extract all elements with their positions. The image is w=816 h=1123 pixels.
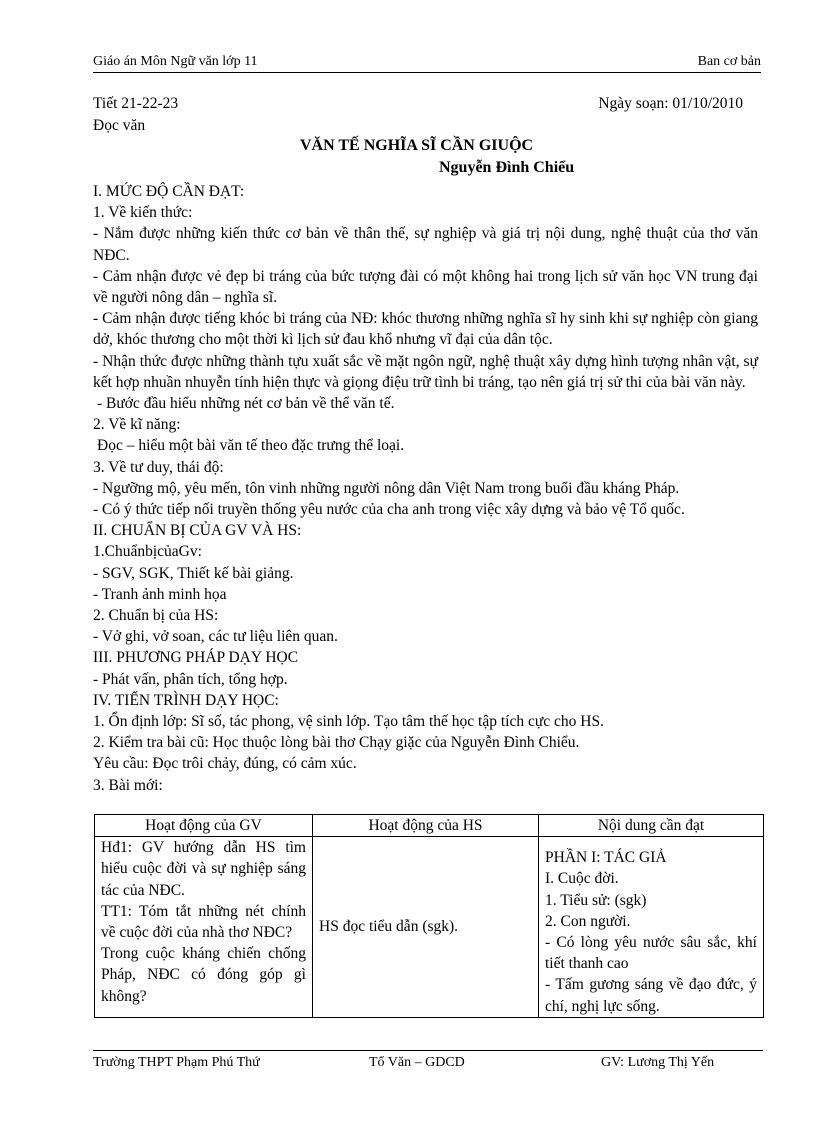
footer-school: Trường THPT Phạm Phú Thứ — [93, 1055, 260, 1070]
section-heading: III. PHƯƠNG PHÁP DẠY HỌC — [93, 649, 299, 667]
lesson-author: Nguyễn Đình Chiểu — [439, 159, 575, 176]
body-paragraph: - SGV, SGK, Thiết kế bài giảng. — [93, 564, 294, 582]
column-header: Hoạt động của GV — [95, 815, 313, 837]
cell-text: Trong cuộc kháng chiến chống Pháp, NĐC có đóng góp gì không? — [101, 945, 306, 1005]
cell-text: - Tấm gương sáng về đạo đức, ý chí, nghị lực sống. — [545, 976, 757, 1015]
body-paragraph: Đọc – hiểu một bài văn tế theo đặc trưng thể loại. — [97, 437, 405, 455]
cell-text: I. Cuộc đời. — [545, 870, 619, 888]
lesson-body — [93, 181, 758, 796]
subsection-heading: 3. Bài mới: — [93, 776, 163, 794]
content-cell — [539, 837, 764, 1018]
header-subject: Giáo án Môn Ngữ văn lớp 11 — [93, 54, 258, 69]
lesson-meta — [93, 95, 743, 113]
footer-department: Tổ Văn – GDCD — [369, 1055, 465, 1070]
table-row — [95, 837, 764, 1018]
column-header: Hoạt động của HS — [313, 815, 539, 837]
body-paragraph: - Nắm được những kiến thức cơ bản về thân thế, sự nghiệp và giá trị nội dung, nghệ thuật của thơ văn NĐC. — [93, 225, 758, 264]
subsection-heading: 2. Về kĩ năng: — [93, 416, 181, 434]
body-paragraph: - Nhận thức được những thành tựu xuất sắc về mặt ngôn ngữ, nghệ thuật xây dựng hình tượng nhân vật, sự kết hợp nhuần nhuyễn tính hiện thực và giọng điệu trữ tình bi tráng, tạo nên giá trị sử thi của bài văn này. — [93, 352, 758, 391]
section-heading: IV. TIẾN TRÌNH DẠY HỌC: — [93, 691, 279, 709]
body-paragraph: - Tranh ảnh minh họa — [93, 585, 227, 603]
category-label: Đọc văn — [93, 117, 146, 134]
body-paragraph: - Cảm nhận được vẻ đẹp bi tráng của bức tượng đài có một không hai trong lịch sử văn học VN trung đại về người nông dân – nghĩa sĩ. — [93, 267, 758, 307]
cell-text: PHẦN I: TÁC GIẢ — [545, 849, 667, 867]
body-paragraph: - Ngưỡng mộ, yêu mến, tôn vinh những người nông dân Việt Nam trong buổi đầu kháng Pháp. — [93, 479, 680, 497]
section-heading: II. CHUẨN BỊ CỦA GV VÀ HS: — [93, 522, 302, 540]
lesson-title: VĂN TẾ NGHĨA SĨ CẦN GIUỘC — [300, 137, 534, 154]
cell-text: TT1: Tóm tắt những nét chính về cuộc đời của nhà thơ NĐC? — [101, 902, 306, 942]
subsection-heading: 2. Chuẩn bị của HS: — [93, 607, 219, 625]
subsection-heading: 1. Về kiến thức: — [93, 204, 193, 222]
subsection-heading: 1.ChuẩnbịcủaGv: — [93, 543, 202, 561]
body-paragraph: - Cảm nhận được tiếng khóc bi tráng của NĐ: khóc thương những nghĩa sĩ hy sinh khi sự nghiệp còn giang dở, khóc thương cho một thời kì lịch sử đau khổ nhưng vĩ đại của dân tộc. — [93, 310, 758, 349]
prep-date: Ngày soạn: 01/10/2010 — [598, 95, 743, 112]
body-paragraph: - Bước đầu hiểu những nét cơ bản về thể văn tế. — [97, 395, 395, 413]
body-paragraph: Yêu cầu: Đọc trôi chảy, đúng, có cảm xúc. — [93, 755, 357, 773]
page-footer — [93, 1050, 763, 1070]
body-paragraph: - Vở ghi, vở soan, các tư liệu liên quan. — [93, 628, 338, 646]
subsection-heading: 3. Về tư duy, thái độ: — [93, 458, 224, 476]
cell-text: - Có lòng yêu nước sâu sắc, khí tiết thanh cao — [545, 934, 757, 973]
section-heading: I. MỨC ĐỘ CẦN ĐẠT: — [93, 183, 245, 200]
cell-text: 1. Tiểu sử: (sgk) — [545, 891, 647, 909]
cell-text: 2. Con người. — [545, 912, 631, 930]
column-header: Nội dung cần đạt — [539, 815, 764, 837]
footer-teacher: GV: Lương Thị Yến — [601, 1055, 715, 1070]
lesson-plan-table — [94, 814, 764, 1018]
header-track: Ban cơ bản — [697, 54, 761, 69]
body-paragraph: 2. Kiểm tra bài cũ: Học thuộc lòng bài thơ Chạy giặc của Nguyễn Đình Chiểu. — [93, 734, 580, 752]
body-paragraph: - Có ý thức tiếp nối truyền thống yêu nước của cha anh trong việc xây dựng và bảo vệ Tổ quốc. — [93, 501, 685, 519]
body-paragraph: 1. Ổn định lớp: Sĩ số, tác phong, vệ sinh lớp. Tạo tâm thế học tập tích cực cho HS. — [93, 713, 604, 731]
body-paragraph: - Phát vấn, phân tích, tổng hợp. — [93, 670, 288, 688]
cell-text: Hđ1: GV hướng dẫn HS tìm hiểu cuộc đời và sự nghiệp sáng tác của NĐC. — [101, 839, 306, 899]
teacher-activity-cell — [95, 837, 313, 1018]
page-header — [93, 54, 761, 73]
student-activity-cell: HS đọc tiểu dẫn (sgk). — [313, 837, 539, 1018]
period-label: Tiết 21-22-23 — [93, 95, 179, 112]
table-header-row — [95, 815, 764, 837]
